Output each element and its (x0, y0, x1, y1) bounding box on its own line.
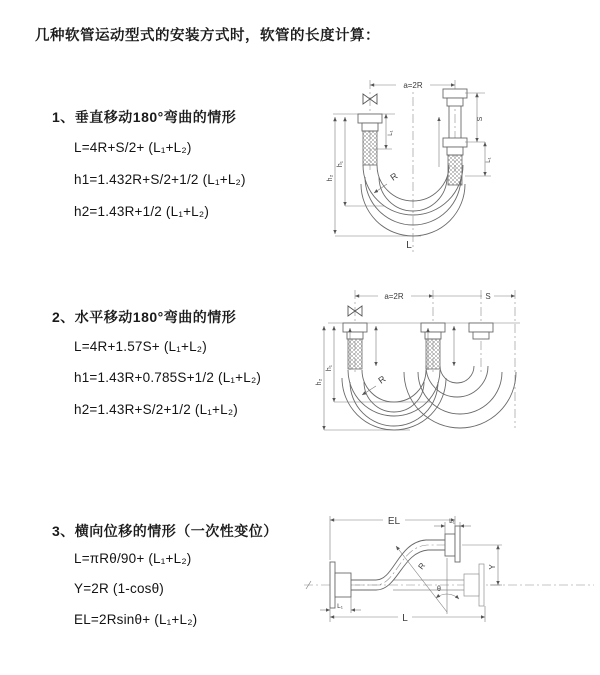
dim-a2r-label: a=2R (384, 292, 404, 301)
pipe-fittings (343, 323, 493, 369)
section2-formula-h2: h2=1.43R+S/2+1/2 (L₁+L₂) (74, 402, 238, 417)
section3-formula-l: L=πRθ/90+ (L₁+L₂) (74, 551, 192, 566)
section1-formula-h2: h2=1.43R+1/2 (L₁+L₂) (74, 204, 210, 219)
diagram-horizontal-180-bend (310, 278, 600, 458)
dim-l-label: L (402, 613, 408, 624)
hose-u-bend-left (342, 370, 446, 430)
dim-l (330, 606, 485, 624)
section1-formula-h1: h1=1.432R+S/2+1/2 (L₁+L₂) (74, 172, 246, 187)
dim-l1-left-label: L₁ (337, 603, 343, 610)
dim-l1-right-label: L₁ (486, 157, 492, 163)
dim-h1-label: h₁ (337, 160, 344, 168)
dim-a2r-label: a=2R (403, 81, 423, 90)
section2-formula-h1: h1=1.43R+0.785S+1/2 (L₁+L₂) (74, 370, 262, 385)
dim-h (316, 326, 430, 430)
dim-h2-label: h₂ (316, 378, 323, 386)
section3-heading: 3、横向位移的情形（一次性变位） (52, 523, 278, 539)
label-r: R (376, 373, 388, 386)
dim-l1-top (434, 518, 471, 534)
dim-y-label: Y (488, 564, 497, 570)
dim-h1-label: h₁ (326, 364, 333, 372)
label-r: R (388, 170, 400, 183)
dim-h2-label: h₂ (327, 174, 334, 182)
dim-s-label: S (485, 292, 491, 301)
diagram-vertical-180-bend (313, 72, 600, 257)
section1-formula-l: L=4R+S/2+ (L₁+L₂) (74, 140, 192, 155)
left-flange (330, 562, 351, 608)
diagram-lateral-displacement (298, 500, 600, 652)
section3-formula-y: Y=2R (1-cosθ) (74, 581, 165, 596)
dim-el-label: EL (387, 516, 401, 527)
hose-u-bend-right (404, 366, 516, 428)
dim-l1-left-label: L₁ (388, 130, 394, 136)
label-l: L (406, 240, 412, 251)
dim-l1-top-label: L₁ (449, 518, 455, 525)
dim-a2r (370, 80, 455, 90)
dim-l1 (373, 93, 492, 176)
section2-heading: 2、水平移动180°弯曲的情形 (52, 309, 237, 325)
section3-formula-el: EL=2Rsinθ+ (L₁+L₂) (74, 612, 198, 627)
dim-el (330, 514, 455, 560)
section2-formula-l: L=4R+1.57S+ (L₁+L₂) (74, 339, 207, 354)
label-theta: θ (437, 586, 441, 593)
dim-a2r-s (355, 291, 515, 301)
section1-heading: 1、垂直移动180°弯曲的情形 (52, 109, 237, 125)
page-title: 几种软管运动型式的安装方式时，软管的长度计算： (35, 28, 380, 44)
label-r: R (416, 561, 428, 572)
dim-l1-left (320, 597, 361, 613)
dim-s-label: S (477, 116, 484, 122)
